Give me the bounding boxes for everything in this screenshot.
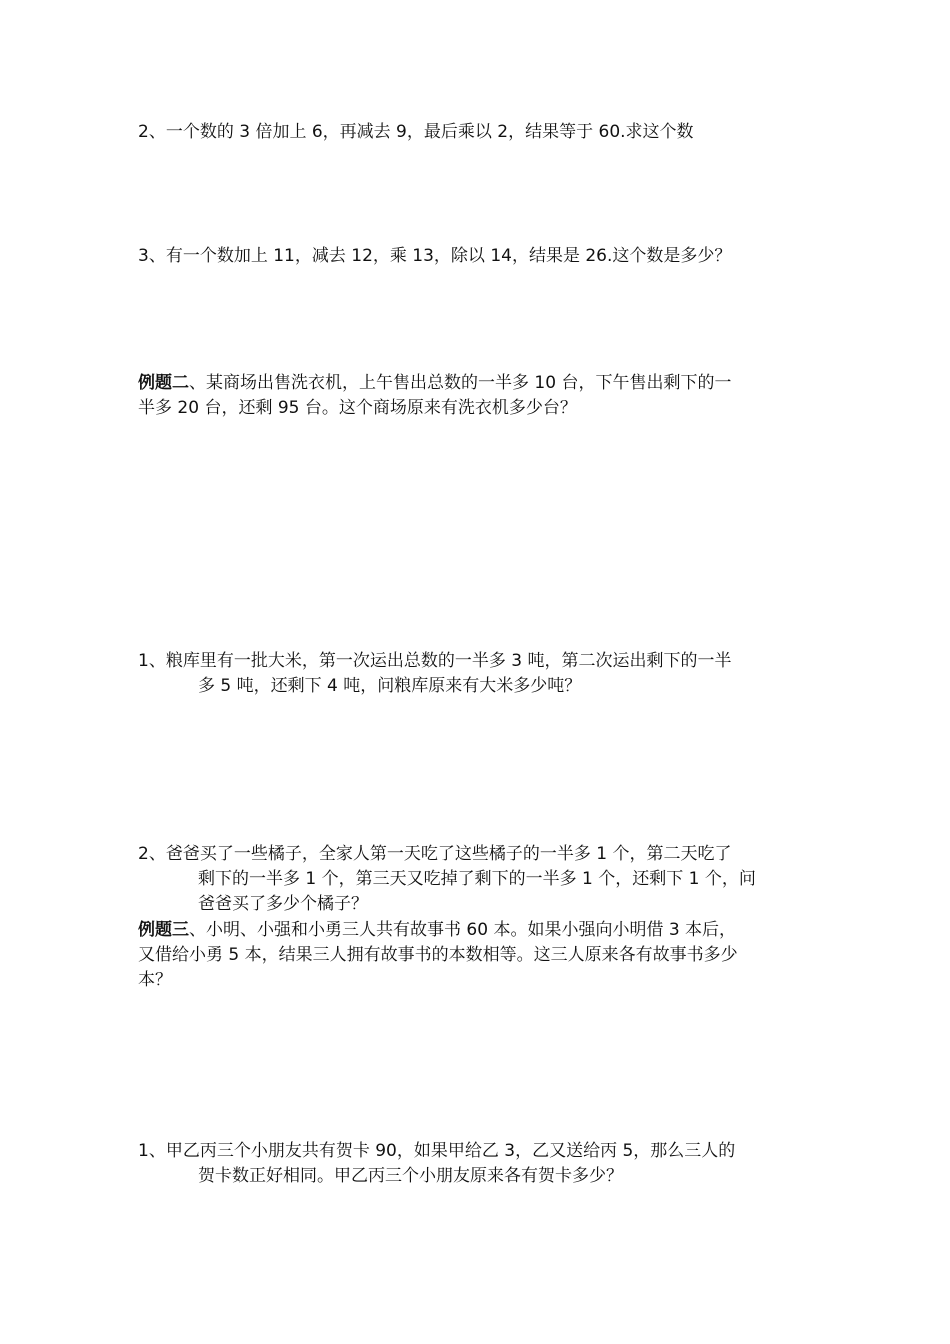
problem-3 bbox=[138, 244, 818, 269]
example-3-text: 、小明、小强和小勇三人共有故事书 60 本。如果小强向小明借 3 本后， bbox=[189, 920, 737, 940]
example-2-question-2-line-1: 2、爸爸买了一些橘子，全家人第一天吃了这些橘子的一半多 1 个，第二天吃了 bbox=[138, 844, 732, 864]
example-3-question-1-line-2: 贺卡数正好相同。甲乙丙三个小朋友原来各有贺卡多少？ bbox=[198, 1166, 623, 1186]
example-2-label: 例题二 bbox=[138, 373, 189, 393]
problem-2 bbox=[138, 120, 818, 145]
example-2-question-2 bbox=[138, 842, 818, 917]
example-3 bbox=[138, 918, 818, 993]
example-2 bbox=[138, 371, 818, 421]
example-3-line-1 bbox=[138, 918, 818, 943]
example-3-line-2: 又借给小勇 5 本，结果三人拥有故事书的本数相等。这三人原来各有故事书多少 bbox=[138, 945, 738, 965]
problem-3-text: 3、有一个数加上 11，减去 12，乘 13，除以 14，结果是 26.这个数是多少？ bbox=[138, 246, 732, 266]
example-2-question-2-line-3: 爸爸买了多少个橘子？ bbox=[198, 894, 368, 914]
example-2-question-1-line-1: 1、粮库里有一批大米，第一次运出总数的一半多 3 吨，第二次运出剩下的一半 bbox=[138, 651, 732, 671]
example-3-line-3: 本？ bbox=[138, 970, 172, 990]
example-2-question-1-line-2: 多 5 吨，还剩下 4 吨，问粮库原来有大米多少吨？ bbox=[198, 676, 582, 696]
example-2-question-2-line-2: 剩下的一半多 1 个，第三天又吃掉了剩下的一半多 1 个，还剩下 1 个，问 bbox=[198, 869, 756, 889]
example-2-text: 、某商场出售洗衣机，上午售出总数的一半多 10 台，下午售出剩下的一 bbox=[189, 373, 732, 393]
example-2-question-1 bbox=[138, 649, 818, 699]
example-3-question-1 bbox=[138, 1139, 818, 1189]
example-3-question-1-line-1: 1、甲乙丙三个小朋友共有贺卡 90，如果甲给乙 3，乙又送给丙 5，那么三人的 bbox=[138, 1141, 736, 1161]
problem-2-text: 2、一个数的 3 倍加上 6，再减去 9，最后乘以 2，结果等于 60.求这个数 bbox=[138, 122, 694, 142]
example-2-line-2: 半多 20 台，还剩 95 台。这个商场原来有洗衣机多少台？ bbox=[138, 398, 577, 418]
example-2-line-1 bbox=[138, 371, 818, 396]
example-3-label: 例题三 bbox=[138, 920, 189, 940]
